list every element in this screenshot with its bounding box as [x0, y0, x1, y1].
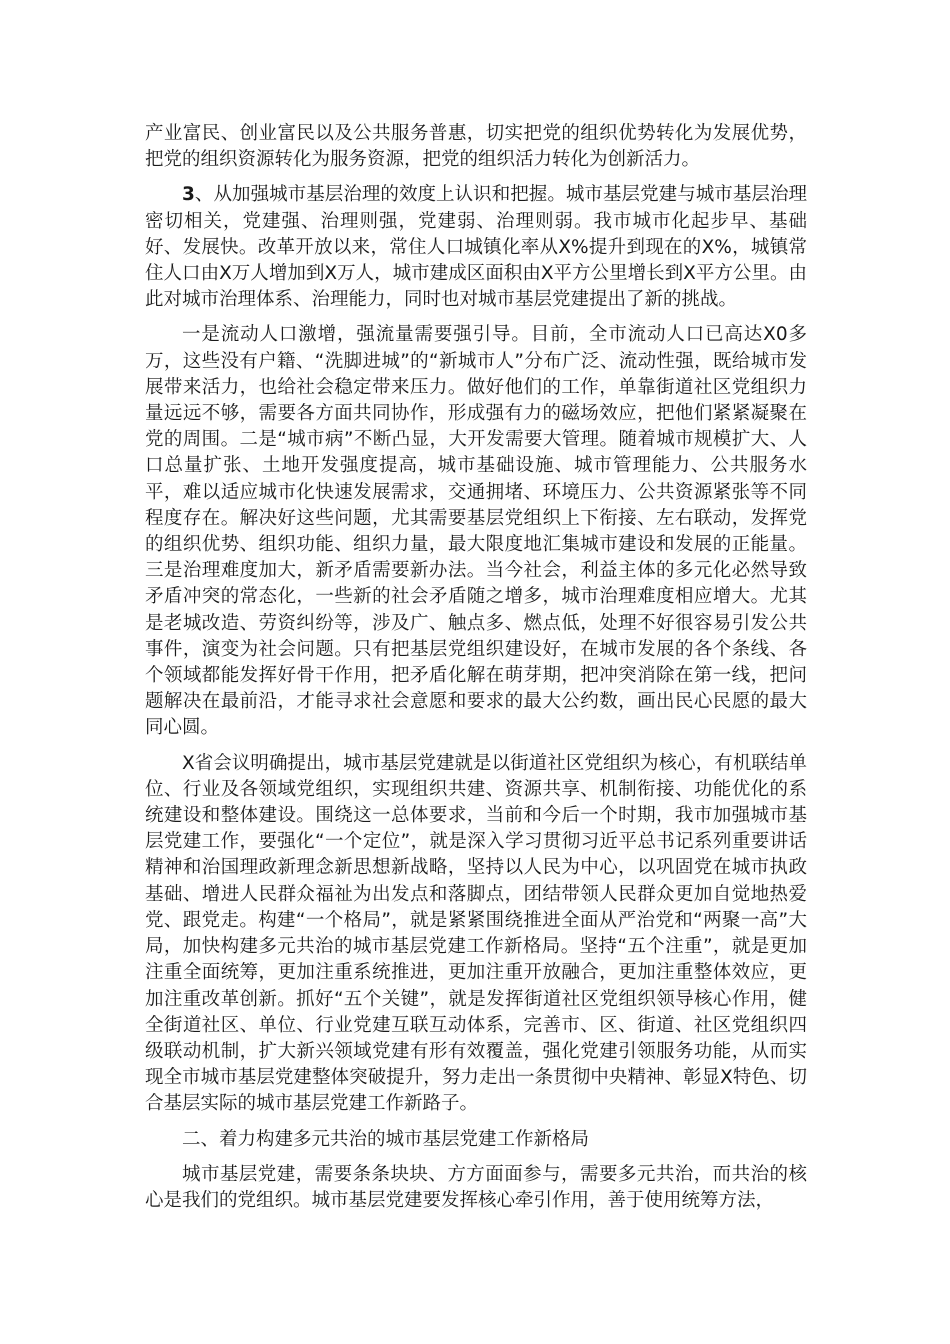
document-body: [145, 121, 807, 1223]
section-number: 3: [182, 184, 195, 206]
paragraph: X省会议明确提出，城市基层党建就是以街道社区党组织为核心，有机联结单位、行业及各领域党组织，实现组织共建、资源共享、机制衔接、功能优化的系统建设和整体建设。围绕这一总体要求，当前和今后一个时期，我市加强城市基层党建工作，要强化“一个定位”，就是深入学习贯彻习近平总书记系列重要讲话精神和治国理政新理念新思想新战略，坚持以人民为中心，以巩固党在城市执政基础、增进人民群众福祉为出发点和落脚点，团结带领人民群众更加自觉地热爱党、跟党走。构建“一个格局”，就是紧紧围绕推进全面从严治党和“两聚一高”大局，加快构建多元共治的城市基层党建工作新格局。坚持“五个注重”，就是更加注重全面统筹，更加注重系统推进，更加注重开放融合，更加注重整体效应，更加注重改革创新。抓好“五个关键”，就是发挥街道社区党组织领导核心作用，健全街道社区、单位、行业党建互联互动体系，完善市、区、街道、社区党组织四级联动机制，扩大新兴领域党建有形有效覆盖，强化党建引领服务功能，从而实现全市城市基层党建整体突破提升，努力走出一条贯彻中央精神、彰显X特色、切合基层实际的城市基层党建工作新路子。: [145, 752, 807, 1115]
section-heading: 二、着力构建多元共治的城市基层党建工作新格局: [182, 1128, 590, 1150]
paragraph: 城市基层党建，需要条条块块、方方面面参与，需要多元共治，而共治的核心是我们的党组织。城市基层党建要发挥核心牵引作用，善于使用统筹方法，: [145, 1163, 807, 1211]
paragraph: 一是流动人口激增，强流量需要强引导。目前，全市流动人口已高达X0多万，这些没有户籍、“洗脚进城”的“新城市人”分布广泛、流动性强，既给城市发展带来活力，也给社会稳定带来压力。做好他们的工作，单靠街道社区党组织力量远远不够，需要各方面共同协作，形成强有力的磁场效应，把他们紧紧凝聚在党的周围。二是“城市病”不断凸显，大开发需要大管理。随着城市规模扩大、人口总量扩张、土地开发强度提高，城市基础设施、城市管理能力、公共服务水平，难以适应城市化快速发展需求，交通拥堵、环境压力、公共资源紧张等不同程度存在。解决好这些问题，尤其需要基层党组织上下衔接、左右联动，发挥党的组织优势、组织功能、组织力量，最大限度地汇集城市建设和发展的正能量。三是治理难度加大，新矛盾需要新办法。当今社会，利益主体的多元化必然导致矛盾冲突的常态化，一些新的社会矛盾随之增多，城市治理难度相应增大。尤其是老城改造、劳资纠纷等，涉及广、触点多、燃点低，处理不好很容易引发公共事件，演变为社会问题。只有把基层党组织建设好，在城市发展的各个条线、各个领域都能发挥好骨干作用，把矛盾化解在萌芽期，把冲突消除在第一线，把问题解决在最前沿，才能寻求社会意愿和要求的最大公约数，画出民心民愿的最大同心圆。: [145, 324, 807, 739]
section-paragraph-3: [145, 182, 807, 313]
paragraph-text: 、从加强城市基层治理的效度上认识和把握。城市基层党建与城市基层治理密切相关，党建强、治理则强，党建弱、治理则弱。我市城市化起步早、基础好、发展快。改革开放以来，常住人口城镇化率从X%提升到现在的X%，城镇常住人口由X万人增加到X万人，城市建成区面积由X平方公里增长到X平方公里。由此对城市治理体系、治理能力，同时也对城市基层党建提出了新的挑战。: [145, 184, 807, 311]
paragraph: 产业富民、创业富民以及公共服务普惠，切实把党的组织优势转化为发展优势，把党的组织资源转化为服务资源，把党的组织活力转化为创新活力。: [145, 123, 807, 171]
